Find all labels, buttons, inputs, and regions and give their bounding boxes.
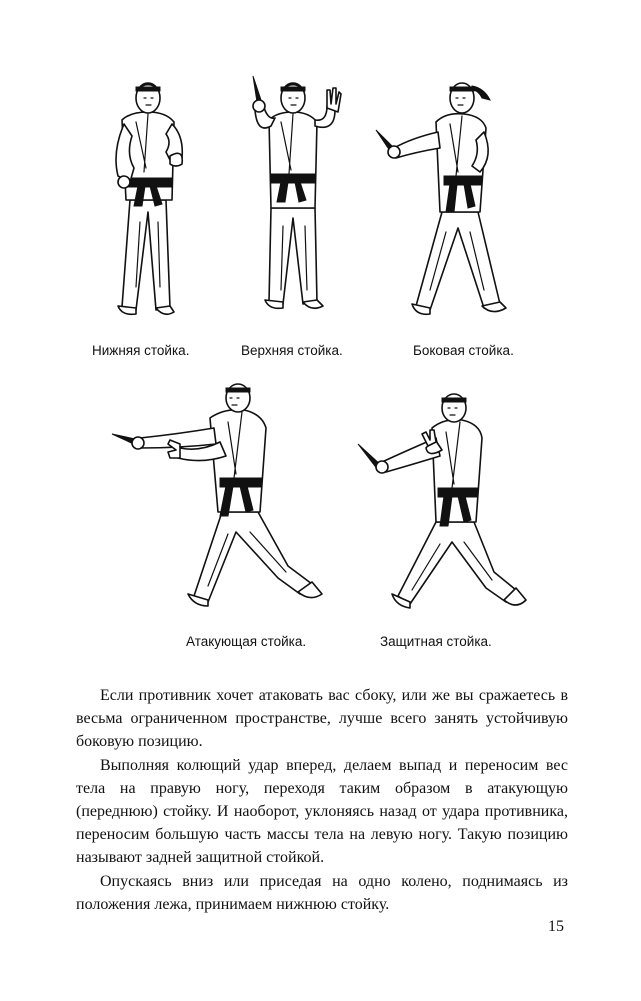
paragraph-2: Выполняя колющий удар вперед, делаем выпад и переносим вес тела на правую ногу, переходя таким образом в атакующую (переднюю) стойку. И наоборот, уклоняясь назад от удара противника, переносим большую часть массы тела на левую ногу. Такую позицию называют задней защитной стойкой. bbox=[76, 756, 568, 867]
body-text bbox=[76, 684, 568, 916]
paragraph-1: Если противник хочет атаковать вас сбоку, или же вы сражаетесь в весьма ограниченном пространстве, лучше всего занять устойчивую боковую позицию. bbox=[76, 687, 568, 751]
high-stance-illustration bbox=[235, 70, 355, 332]
figure-attack-stance bbox=[110, 382, 340, 622]
page-number: 15 bbox=[548, 918, 564, 935]
figure-low-stance bbox=[100, 72, 200, 332]
figure-defense-stance bbox=[356, 392, 536, 624]
side-stance-illustration bbox=[372, 72, 532, 332]
figure-high-stance bbox=[235, 70, 355, 332]
figure-side-stance bbox=[372, 72, 532, 332]
attack-stance-illustration bbox=[110, 382, 340, 622]
caption-defense-stance: Защитная стойка. bbox=[380, 634, 492, 649]
caption-attack-stance: Атакующая стойка. bbox=[186, 634, 307, 649]
paragraph-3: Опускаясь вниз или приседая на одно колено, поднимаясь из положения лежа, принимаем нижнюю стойку. bbox=[76, 872, 568, 913]
caption-high-stance: Верхняя стойка. bbox=[241, 343, 343, 358]
caption-low-stance: Нижняя стойка. bbox=[92, 343, 190, 358]
defense-stance-illustration bbox=[356, 392, 536, 624]
low-stance-illustration bbox=[100, 72, 200, 332]
caption-side-stance: Боковая стойка. bbox=[413, 343, 514, 358]
